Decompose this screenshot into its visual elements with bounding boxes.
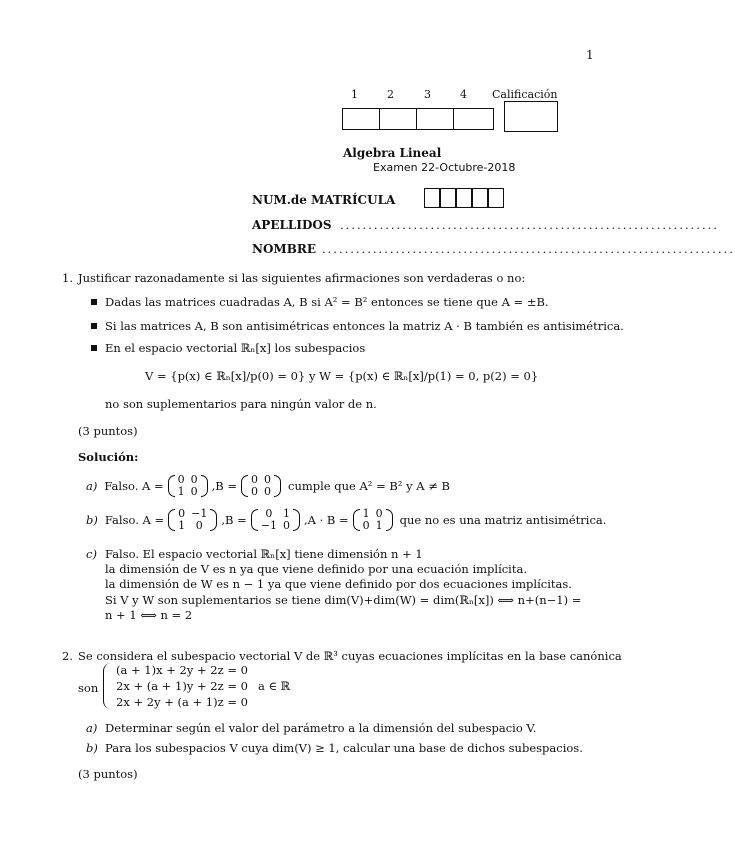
matrix-cell: 0 (251, 485, 259, 499)
solution-c-label: c) (86, 547, 97, 561)
q2-equation: 2x + 2y + (a + 1)z = 0 (116, 695, 248, 709)
solution-label: Solución: (78, 450, 139, 464)
q1-number: 1. (62, 271, 73, 285)
matrix-cell: 1 (177, 485, 185, 499)
brace-icon (103, 663, 112, 709)
solution-b (86, 508, 606, 532)
bullet-icon (91, 323, 97, 329)
solution-a (86, 474, 450, 498)
matrix-cell: 0 (190, 485, 198, 499)
matrix-cell: 0 (190, 473, 198, 486)
solution-a-prefix: Falso. A = (104, 478, 164, 493)
matricula-label: NUM.de MATRÍCULA (252, 193, 396, 207)
q1-statement: Justificar razonadamente si las siguientes afirmaciones son verdaderas o no: (78, 271, 526, 285)
q2-item-a-label: a) (86, 721, 98, 735)
q1-bullet-3: En el espacio vectorial ℝₙ[x] los subespacios (105, 341, 366, 355)
q2-item-a: Determinar según el valor del parámetro a la dimensión del subespacio V. (105, 721, 537, 735)
score-header-4: 4 (460, 88, 467, 101)
solution-b-sep1: ,B = (221, 512, 247, 527)
q1-formula: V = {p(x) ∈ ℝₙ[x]/p(0) = 0} y W = {p(x) ∈ ℝₙ[x]/p(1) = 0, p(2) = 0} (145, 369, 539, 383)
score-box-3[interactable] (416, 108, 454, 130)
nombre-label: NOMBRE (252, 242, 316, 256)
matricula-digit-box[interactable] (488, 188, 504, 208)
q2-son: son (78, 681, 99, 695)
solution-c-line: la dimensión de W es n − 1 ya que viene definido por dos ecuaciones implícitas. (105, 577, 572, 591)
matrix-cell: 0 (264, 485, 272, 499)
score-box-4[interactable] (453, 108, 494, 130)
score-header-3: 3 (424, 88, 431, 101)
grade-box[interactable] (504, 101, 558, 132)
score-box-1[interactable] (342, 108, 380, 130)
matrix-cell: 0 (195, 519, 203, 533)
matrix-cell: 0 (265, 507, 273, 520)
matrix-cell: −1 (191, 507, 208, 520)
solution-a-label: a) (86, 478, 98, 493)
matrix-cell: 0 (375, 507, 383, 520)
matrix-cell: −1 (260, 519, 277, 533)
q2-param: a ∈ ℝ (258, 679, 291, 693)
matrix-cell: 0 (264, 473, 272, 486)
q1-after-formula: no son suplementarios para ningún valor de n. (105, 397, 377, 411)
bullet-icon (91, 345, 97, 351)
matrix-A (168, 508, 217, 532)
matrix-cell: 1 (178, 519, 186, 533)
matricula-digit-box[interactable] (424, 188, 440, 208)
matrix-cell: 0 (282, 519, 290, 533)
matrix-cell: 1 (375, 519, 383, 533)
q2-equation: (a + 1)x + 2y + 2z = 0 (116, 663, 248, 677)
solution-c-line: n + 1 ⟺ n = 2 (105, 608, 193, 622)
q2-statement: Se considera el subespacio vectorial V de ℝ³ cuyas ecuaciones implícitas en la base canónica (78, 649, 622, 663)
matrix-B (241, 474, 281, 498)
matrix-A (168, 474, 208, 498)
q2-equation: 2x + (a + 1)y + 2z = 0 (116, 679, 248, 693)
q2-item-b: Para los subespacios V cuya dim(V) ≥ 1, calcular una base de dichos subespacios. (105, 741, 583, 755)
score-header-1: 1 (351, 88, 358, 101)
matrix-cell: 0 (177, 473, 185, 486)
matrix-B (251, 508, 300, 532)
matrix-cell: 0 (251, 473, 259, 486)
exam-date: Examen 22-Octubre-2018 (373, 161, 516, 174)
matricula-digit-box[interactable] (440, 188, 456, 208)
nombre-field[interactable]: ......................................................................... (322, 242, 735, 256)
matricula-boxes[interactable] (424, 188, 508, 208)
solution-c-line: la dimensión de V es n ya que viene definido por una ecuación implícita. (105, 562, 527, 576)
page-number: 1 (586, 48, 594, 62)
solution-a-suffix: cumple que A² = B² y A ≠ B (288, 478, 450, 493)
q1-bullet-2: Si las matrices A, B son antisimétricas entonces la matriz A · B también es antisimétrica. (105, 319, 624, 333)
solution-b-sep2: ,A · B = (303, 512, 349, 527)
matrix-cell: 0 (178, 507, 186, 520)
q2-item-b-label: b) (86, 741, 98, 755)
q1-bullet-1: Dadas las matrices cuadradas A, B si A² = B² entonces se tiene que A = ±B. (105, 295, 549, 309)
matrix-cell: 1 (362, 507, 370, 520)
matrix-AB (353, 508, 393, 532)
score-box-2[interactable] (379, 108, 417, 130)
course-title: Algebra Lineal (343, 146, 442, 160)
solution-a-sep: ,B = (211, 478, 238, 493)
q2-points: (3 puntos) (78, 767, 138, 781)
matricula-digit-box[interactable] (456, 188, 472, 208)
apellidos-field[interactable]: ................................................................... (340, 218, 719, 232)
solution-c-line: Falso. El espacio vectorial ℝₙ[x] tiene dimensión n + 1 (105, 547, 423, 561)
matrix-cell: 1 (282, 507, 290, 520)
bullet-icon (91, 299, 97, 305)
solution-b-label: b) (86, 512, 98, 527)
score-header-2: 2 (387, 88, 394, 101)
q2-number: 2. (62, 649, 73, 663)
solution-b-prefix: Falso. A = (104, 512, 165, 527)
matrix-cell: 0 (362, 519, 370, 533)
q1-points: (3 puntos) (78, 424, 138, 438)
solution-b-suffix: que no es una matriz antisimétrica. (399, 512, 607, 527)
solution-c-line: Si V y W son suplementarios se tiene dim(V)+dim(W) = dim(ℝₙ[x]) ⟺ n+(n−1) = (105, 593, 582, 607)
grade-header: Calificación (492, 88, 558, 101)
apellidos-label: APELLIDOS (252, 218, 332, 232)
matricula-digit-box[interactable] (472, 188, 488, 208)
